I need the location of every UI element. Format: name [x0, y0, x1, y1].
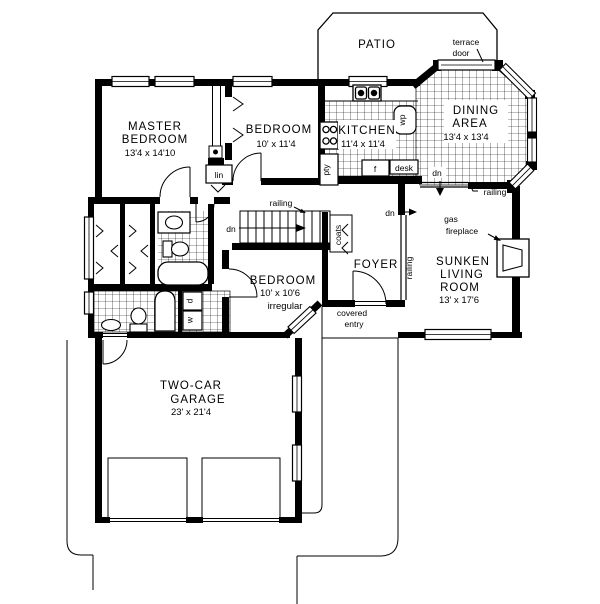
terrace-door-window — [438, 60, 495, 70]
label-master-dims: 13'4 x 14'10 — [124, 148, 176, 159]
label-pantry: pty — [321, 164, 331, 176]
driveway-left-edge — [67, 340, 93, 590]
label-dining-2: AREA — [452, 118, 488, 130]
kitchen-sink-icon — [353, 85, 381, 101]
label-railing-stairs: railing — [269, 198, 293, 208]
label-master-2: BEDROOM — [121, 134, 189, 146]
front-door-threshold — [355, 302, 386, 306]
garage-stall-left — [108, 458, 187, 518]
fireplace-icon — [497, 239, 529, 277]
garage-door-right — [203, 519, 279, 522]
walkway-left-edge — [299, 338, 322, 513]
ensuite-vanity-sink — [158, 212, 190, 233]
label-dining-1: DINING — [452, 105, 500, 117]
bedroom2-closet-chevrons — [233, 97, 243, 142]
label-bedroom3: BEDROOM — [249, 275, 317, 287]
label-coats: coats — [333, 224, 343, 246]
label-garage-1: TWO-CAR — [160, 380, 222, 392]
label-dn-dining: dn — [432, 168, 442, 178]
shower-stall — [155, 291, 175, 331]
label-garage-2: GARAGE — [170, 394, 226, 406]
label-gas: gas — [444, 214, 458, 224]
label-living-1: SUNKEN — [436, 256, 490, 268]
label-living-2: LIVING — [440, 269, 484, 281]
garage-door-left — [110, 519, 186, 522]
bath2-sink — [102, 320, 121, 331]
ensuite-toilet — [163, 241, 189, 257]
garage-entry-door — [103, 340, 127, 364]
label-patio: PATIO — [358, 39, 396, 51]
bath-window-left — [85, 292, 94, 314]
label-dn-foyer: dn — [385, 208, 395, 218]
master-window-1 — [112, 77, 149, 87]
label-kitchen: KITCHEN — [338, 125, 396, 137]
basement-stairs — [240, 211, 330, 243]
label-fireplace: fireplace — [445, 226, 479, 236]
hall-window-left — [85, 217, 94, 279]
label-desk: desk — [395, 163, 413, 173]
label-dining-dims: 13'4 x 13'4 — [443, 132, 489, 143]
label-living-dims: 13' x 17'6 — [438, 295, 480, 306]
master-window-2 — [155, 77, 194, 87]
garage-house-threshold — [103, 334, 127, 337]
front-door — [353, 271, 386, 304]
gas-fireplace-leader — [488, 234, 501, 241]
living-window — [425, 330, 491, 340]
master-door — [160, 167, 190, 197]
label-garage-dims: 23' x 21'4 — [170, 407, 212, 418]
label-living-3: ROOM — [440, 282, 480, 294]
label-linen: lin — [214, 170, 224, 180]
driveway-walkways — [67, 338, 398, 604]
label-bedroom3-dims: 10' x 10'6 — [259, 288, 301, 299]
garage-window-2 — [293, 445, 302, 481]
label-dryer: d — [184, 298, 195, 304]
stove-icon — [320, 122, 338, 149]
label-terrace-door-1: terrace — [452, 37, 480, 47]
bedroom2-window — [233, 77, 272, 87]
label-foyer: FOYER — [353, 259, 399, 271]
bath2-toilet — [130, 308, 147, 332]
label-covered-entry-2: entry — [344, 319, 364, 329]
label-freezer: f — [373, 164, 377, 174]
garage-window-1 — [293, 376, 302, 412]
label-covered-entry-1: covered — [336, 308, 368, 318]
bathtub — [158, 262, 208, 285]
label-terrace-door-2: door — [452, 48, 470, 58]
bedroom2-door — [233, 153, 261, 181]
bay-window-right-1 — [528, 98, 537, 132]
label-bedroom2-dims: 10' x 11'4 — [256, 139, 296, 150]
bay-window-right-2 — [528, 138, 537, 162]
label-master-1: MASTER — [128, 121, 182, 133]
wall-channel — [209, 86, 222, 158]
label-kitchen-dims: 11'4 x 11'4 — [341, 139, 385, 150]
label-dn-stairs: dn — [226, 224, 236, 234]
walkway-right-edge — [297, 338, 398, 604]
garage-details — [108, 458, 280, 522]
label-bedroom2: BEDROOM — [245, 124, 313, 136]
label-railing-living: railing — [404, 256, 414, 280]
label-bedroom3-note: irregular — [267, 301, 303, 312]
label-railing-dining: railing — [483, 187, 507, 197]
label-washer: w — [184, 316, 195, 324]
label-wp: wp — [397, 114, 407, 126]
garage-stall-right — [202, 458, 280, 518]
